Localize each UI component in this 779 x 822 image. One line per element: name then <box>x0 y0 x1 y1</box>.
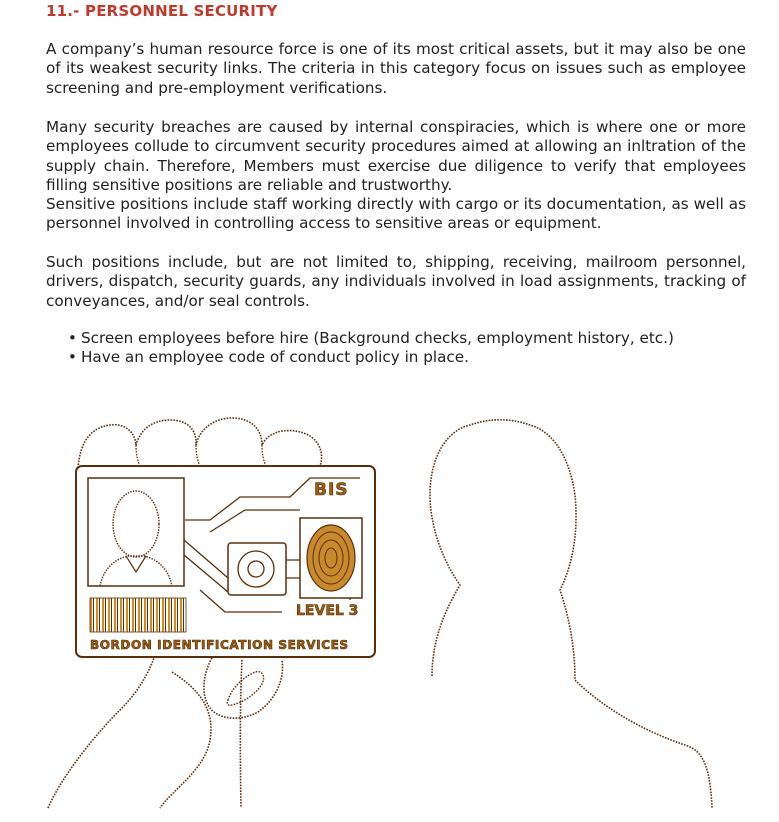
paragraph-breaches: Many security breaches are caused by internal conspiracies, which is where one or more employees collude to circumvent security procedures aimed at allowing an inltration of the supply chain. Therefore, Members must exercise due diligence to verify that employees filling sensitive positions are reliable and trustworthy. <box>46 118 746 194</box>
thumbnail-outline <box>227 672 263 706</box>
card-logo: BIS <box>314 480 349 500</box>
forearm-outline <box>48 655 155 808</box>
paragraph-sensitive-positions: Sensitive positions include staff working directly with cargo or its documentation, as well as personnel involved in controlling access to sensitive areas or equipment. <box>46 195 746 233</box>
person-silhouette <box>430 420 712 808</box>
photo-frame <box>88 478 184 586</box>
barcode <box>90 598 186 632</box>
paragraph-positions-list: Such positions include, but are not limited to, shipping, receiving, mailroom personnel, drivers, dispatch, security guards, any individuals involved in load assignments, tracking of conveyances, and/or seal controls. <box>46 253 746 310</box>
card-level: LEVEL 3 <box>296 603 359 619</box>
bullet-icon: • <box>68 348 77 367</box>
paragraph-intro: A company’s human resource force is one of its most critical assets, but it may also be one of its weakest security links. The criteria in this category focus on issues such as employee screening and pre-employment verifications. <box>46 40 746 97</box>
thumb-outline <box>204 658 283 718</box>
bullet-text: Screen employees before hire (Background checks, employment history, etc.) <box>81 329 674 347</box>
fingerprint-icon <box>300 518 362 598</box>
bullet-icon: • <box>68 329 77 347</box>
chip-icon <box>228 543 286 595</box>
arm-outline <box>160 660 242 808</box>
id-card <box>76 466 375 657</box>
card-issuer: BORDON IDENTIFICATION SERVICES <box>90 638 349 652</box>
hand-fingers-outline <box>78 418 322 468</box>
section-title: 11.- PERSONNEL SECURITY <box>46 2 278 20</box>
bullet-text: Have an employee code of conduct policy in place. <box>81 348 469 367</box>
